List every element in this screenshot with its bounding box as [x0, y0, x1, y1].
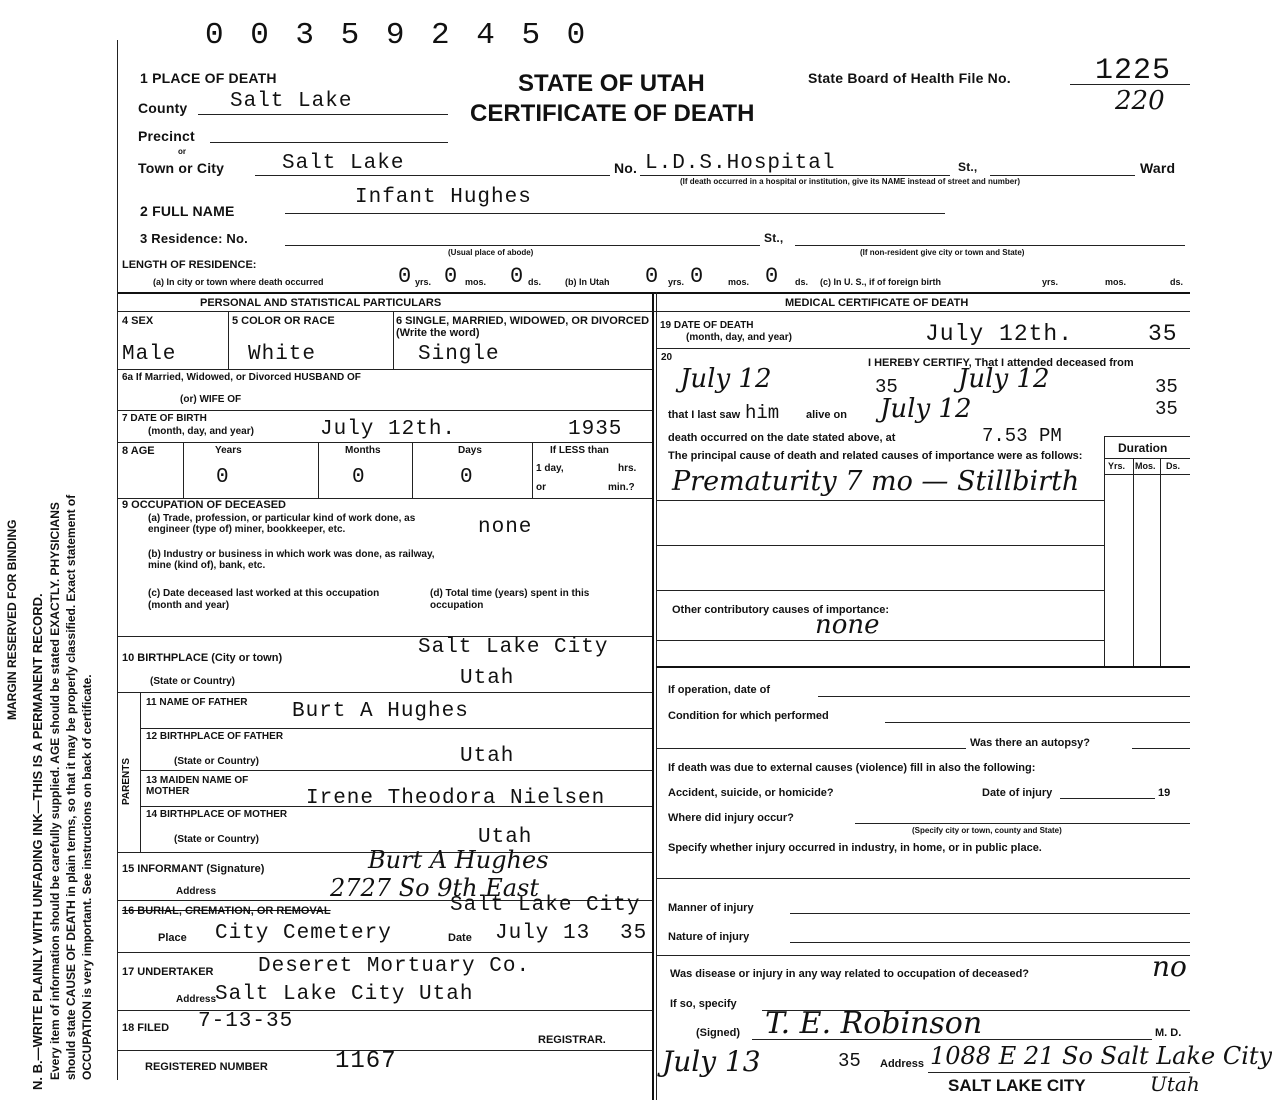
burial-place-value: City Cemetery	[215, 922, 392, 945]
grid-top	[118, 292, 1190, 294]
state-heading: STATE OF UTAH	[518, 70, 705, 97]
autopsy-label: Was there an autopsy?	[970, 737, 1091, 749]
duration-label: Duration	[1118, 441, 1168, 455]
med-row-1	[656, 348, 1190, 349]
residence-a-label: (a) In city or town where death occurred	[153, 277, 324, 287]
age-div-4	[532, 442, 533, 498]
informant-address-value: 2727 So 9th East	[330, 874, 540, 902]
father-birthplace-label: 12 BIRTHPLACE OF FATHER	[146, 731, 284, 742]
sex-label: 4 SEX	[122, 315, 154, 327]
undertaker-value: Deseret Mortuary Co.	[258, 955, 531, 978]
name-line	[285, 213, 945, 214]
duration-yrs: Yrs.	[1108, 461, 1126, 471]
manner-label: Manner of injury	[668, 902, 754, 914]
specify-line	[656, 878, 1190, 879]
full-name-label: 2 FULL NAME	[140, 203, 235, 219]
mos-label-c: mos.	[1105, 277, 1127, 287]
county-value: Salt Lake	[230, 90, 353, 113]
age-div-3	[412, 442, 413, 498]
mos-label-b: mos.	[728, 277, 750, 287]
injury-date-label: Date of injury	[982, 787, 1053, 799]
registrar-label: REGISTRAR.	[538, 1034, 606, 1046]
parents-label: PARENTS	[121, 757, 132, 805]
age-years-value: 0	[216, 466, 230, 489]
margin-instructions-2: should state CAUSE OF DEATH in plain terms, so that it may be properly classified. Exact statement of	[64, 494, 78, 1080]
specify-label: Specify whether injury occurred in industry, in home, or in public place.	[668, 842, 1042, 854]
heading-line	[118, 311, 1190, 312]
nature-label: Nature of injury	[668, 931, 750, 943]
burial-date-value: July 13	[495, 922, 591, 945]
duration-mos: Mos.	[1135, 461, 1156, 471]
yrs-label-c: yrs.	[1042, 277, 1059, 287]
file-no-line	[1070, 84, 1190, 85]
margin-reserved: MARGIN RESERVED FOR BINDING	[5, 519, 19, 720]
race-marital-divider	[393, 311, 394, 369]
yrs-label-b: yrs.	[668, 277, 685, 287]
med-address-value: 1088 E 21 So Salt Lake City	[930, 1042, 1272, 1070]
if-so-label: If so, specify	[670, 998, 737, 1010]
last-saw-year: 35	[1155, 398, 1178, 420]
age-days-value: 0	[460, 466, 474, 489]
sign-date: July 13	[662, 1045, 761, 1078]
birthplace-state-value: Utah	[460, 667, 515, 690]
duration-ds: Ds.	[1166, 461, 1181, 471]
age-years-label: Years	[215, 445, 242, 456]
medical-heading: MEDICAL CERTIFICATE OF DEATH	[785, 297, 969, 309]
sex-value: Male	[122, 343, 177, 366]
county-label: County	[138, 100, 188, 116]
residence-st-line	[795, 245, 1185, 246]
marital-value: Single	[418, 343, 500, 366]
informant-signature: Burt A Hughes	[368, 846, 549, 874]
contributory-label: Other contributory causes of importance:	[672, 604, 889, 616]
row-line-8	[140, 770, 652, 771]
registered-number-label: REGISTERED NUMBER	[145, 1061, 268, 1073]
one-day-label: 1 day,	[536, 463, 564, 474]
less-than-label: If LESS than	[550, 445, 609, 456]
margin-instructions-3: OCCUPATION is very important. See instructions on back of certificate.	[80, 674, 94, 1080]
residence-b-ds: 0	[765, 264, 780, 289]
filed-value: 7-13-35	[198, 1010, 294, 1033]
signed-line	[752, 1039, 1152, 1040]
dob-value: July 12th.	[320, 418, 457, 441]
cert-20-num: 20	[661, 352, 673, 363]
occupation-c-label: (c) Date deceased last worked at this occupation (month and year)	[148, 588, 380, 611]
residence-a-yrs: 0	[398, 264, 413, 289]
center-divider-2	[656, 292, 657, 1100]
manner-line	[790, 913, 1190, 914]
ds-label-b: ds.	[795, 277, 809, 287]
autopsy-line	[656, 748, 966, 749]
residence-b-mos: 0	[690, 264, 705, 289]
dod-value: July 12th.	[925, 321, 1074, 347]
last-saw-date: July 12	[880, 394, 972, 424]
external-label: If death was due to external causes (violence) fill in also the following:	[668, 762, 1036, 774]
age-div-1	[183, 442, 184, 498]
related-answer: no	[1152, 950, 1187, 983]
birthplace-city-value: Salt Lake City	[418, 636, 609, 659]
personal-heading: PERSONAL AND STATISTICAL PARTICULARS	[200, 297, 442, 309]
file-no-label: State Board of Health File No.	[808, 70, 1011, 86]
informant-label: 15 INFORMANT (Signature)	[122, 863, 265, 875]
operation-label: If operation, date of	[668, 684, 771, 696]
mos-label: mos.	[465, 277, 487, 287]
principal-cause-label: The principal cause of death and related causes of importance were as follows:	[668, 450, 1083, 462]
nonresident-note: (If non-resident give city or town and State)	[860, 248, 1025, 257]
length-residence-label: LENGTH OF RESIDENCE:	[122, 259, 257, 271]
occupation-a-label: (a) Trade, profession, or particular kind of work done, as engineer (type of) miner, bookkeeper, etc.	[148, 513, 416, 535]
med-address-label: Address	[880, 1058, 925, 1070]
duration-div-2	[1160, 458, 1161, 666]
ward-label: Ward	[1140, 160, 1176, 176]
attended-to-year: 35	[1155, 376, 1178, 398]
dob-year: 1935	[568, 418, 623, 441]
row-line-12	[118, 952, 652, 953]
occupation-d-label: (d) Total time (years) spent in this occupation	[430, 588, 590, 611]
accident-label: Accident, suicide, or homicide?	[668, 787, 834, 799]
father-birthplace-value: Utah	[460, 745, 515, 768]
county-line	[198, 114, 448, 115]
autopsy-answer-line	[1132, 748, 1190, 749]
precinct-line	[210, 142, 448, 143]
sex-race-divider	[228, 311, 229, 369]
cause-line-3	[656, 590, 1104, 591]
nature-bottom	[656, 955, 1190, 956]
burial-label: 16 BURIAL, CREMATION, OR REMOVAL	[122, 905, 331, 917]
city-note: Utah	[1150, 1072, 1200, 1096]
related-label: Was disease or injury in any way related to occupation of deceased?	[670, 968, 1030, 980]
dod-label: 19 DATE OF DEATH	[660, 320, 754, 331]
residence-line	[285, 245, 760, 246]
age-label: 8 AGE	[122, 445, 155, 457]
row-line-7	[140, 728, 652, 729]
precinct-label: Precinct	[138, 128, 195, 144]
father-label: 11 NAME OF FATHER	[146, 697, 248, 708]
time-of-death: 7.53 PM	[982, 425, 1062, 447]
or-min-label: or	[536, 482, 546, 493]
undertaker-address-value: Salt Lake City Utah	[215, 983, 474, 1006]
cause-section-bottom	[656, 666, 1190, 668]
hrs-label: hrs.	[618, 463, 637, 474]
row-line-2	[118, 410, 652, 411]
file-number: 1225	[1095, 54, 1172, 88]
place-of-death-label: 1 PLACE OF DEATH	[140, 70, 277, 86]
alive-on-label: alive on	[806, 409, 847, 421]
informant-address-label: Address	[176, 886, 217, 897]
principal-cause-value: Prematurity 7 mo — Stillbirth	[672, 466, 1080, 497]
duration-left	[1104, 436, 1105, 666]
town-line	[255, 175, 610, 176]
center-divider	[652, 292, 654, 1100]
st-line	[990, 175, 1135, 176]
certificate-title: CERTIFICATE OF DEATH	[470, 100, 755, 127]
last-saw-label: that I last saw	[668, 409, 741, 421]
no-label: No.	[614, 160, 638, 176]
ds-label-c: ds.	[1170, 277, 1184, 287]
usual-abode-note: (Usual place of abode)	[448, 248, 534, 257]
row-line-6	[118, 692, 652, 693]
occupation-b-label: (b) Industry or business in which work was done, as railway, mine (kind of), bank, etc.	[148, 549, 435, 571]
occupation-value: none	[478, 516, 533, 539]
attended-from-year: 35	[875, 376, 898, 398]
undertaker-label: 17 UNDERTAKER	[122, 966, 214, 978]
registered-number-value: 1167	[335, 1048, 397, 1075]
duration-div-1	[1133, 458, 1134, 666]
cause-line-4	[656, 640, 1104, 641]
dod-year: 35	[1148, 321, 1178, 347]
marital-label: 6 SINGLE, MARRIED, WIDOWED, OR DIVORCED (Write the word)	[396, 315, 650, 339]
file-sub-number: 220	[1115, 86, 1165, 116]
binding-margin-line	[117, 40, 118, 1080]
residence-label: 3 Residence: No.	[140, 231, 248, 246]
duration-header-line	[1104, 458, 1190, 459]
row-line-9	[140, 806, 652, 807]
condition-label: Condition for which performed	[668, 710, 829, 722]
certify-text: I HEREBY CERTIFY, That I attended deceased from	[868, 357, 1134, 369]
dob-label: 7 DATE OF BIRTH	[122, 413, 207, 424]
mother-state-label: (State or Country)	[174, 834, 259, 845]
race-value: White	[248, 343, 317, 366]
hospital-value: L.D.S.Hospital	[645, 152, 836, 175]
burial-date-label: Date	[448, 932, 472, 944]
residence-st-label: St.,	[764, 231, 784, 245]
birthplace-label: 10 BIRTHPLACE (City or town)	[122, 652, 283, 664]
nature-line	[790, 942, 1190, 943]
undertaker-address-label: Address	[176, 994, 217, 1005]
filed-label: 18 FILED	[122, 1022, 170, 1034]
operation-line	[818, 696, 1190, 697]
mother-birthplace-label: 14 BIRTHPLACE OF MOTHER	[146, 809, 288, 820]
mother-birthplace-value: Utah	[478, 826, 533, 849]
md-label: M. D.	[1155, 1027, 1182, 1039]
margin-binding-note: N. B.—WRITE PLAINLY WITH UNFADING INK—THIS IS A PERMANENT RECORD.	[30, 593, 45, 1090]
race-label: 5 COLOR OR RACE	[232, 315, 335, 327]
full-name-value: Infant Hughes	[355, 186, 532, 209]
dob-sub: (month, day, and year)	[148, 426, 254, 437]
occupation-label: 9 OCCUPATION OF DECEASED	[122, 499, 286, 511]
occurred-label: death occurred on the date stated above, at	[668, 432, 896, 444]
burial-year-value: 35	[620, 922, 648, 945]
cause-line-2	[656, 545, 1104, 546]
no-line	[640, 175, 950, 176]
certificate-serial: 0 0 3 5 9 2 4 5 0	[205, 18, 590, 53]
attended-to: July 12	[958, 364, 1050, 394]
age-months-label: Months	[345, 445, 381, 456]
city-stamp: SALT LAKE CITY	[948, 1076, 1086, 1095]
st-label: St.,	[958, 160, 978, 174]
injury-year-label: 19	[1158, 787, 1171, 799]
mother-value: Irene Theodora Nielsen	[306, 787, 606, 810]
mother-label: 13 MAIDEN NAME OF MOTHER	[146, 775, 249, 797]
physician-signature: T. E. Robinson	[765, 1006, 983, 1041]
where-line	[855, 823, 1190, 824]
where-label: Where did injury occur?	[668, 812, 794, 824]
burial-city-value: Salt Lake City	[450, 894, 641, 917]
residence-a-ds: 0	[510, 264, 525, 289]
age-div-2	[318, 442, 319, 498]
yrs-label: yrs.	[415, 277, 432, 287]
father-value: Burt A Hughes	[292, 700, 469, 723]
sign-year: 35	[838, 1050, 861, 1072]
residence-a-mos: 0	[444, 264, 459, 289]
hospital-note: (If death occurred in a hospital or institution, give its NAME instead of street and number)	[680, 177, 1021, 186]
row-line-3	[118, 442, 652, 443]
spouse-label: 6a If Married, Widowed, or Divorced HUSBAND OF	[122, 372, 361, 383]
spouse-label-2: (or) WIFE OF	[180, 394, 242, 405]
residence-b-label: (b) In Utah	[565, 277, 610, 287]
residence-b-yrs: 0	[645, 264, 660, 289]
attended-from: July 12	[680, 364, 772, 394]
town-value: Salt Lake	[282, 152, 405, 175]
row-line-1	[118, 369, 652, 370]
him-value: him	[745, 402, 780, 424]
parents-divider	[140, 692, 141, 852]
age-days-label: Days	[458, 445, 482, 456]
injury-date-line	[1060, 798, 1155, 799]
dod-sub: (month, day, and year)	[686, 332, 792, 343]
town-label: Town or City	[138, 160, 225, 176]
duration-sub-line	[1104, 474, 1190, 475]
duration-top	[1104, 436, 1190, 437]
margin-instructions-1: Every item of information should be carefully supplied. AGE should be stated EXACTLY. PHYSICIANS	[48, 502, 62, 1080]
burial-place-label: Place	[158, 932, 187, 944]
residence-c-label: (c) In U. S., if of foreign birth	[820, 277, 941, 287]
condition-line	[885, 722, 1190, 723]
father-state-label: (State or Country)	[174, 756, 259, 767]
where-note: (Specify city or town, county and State)	[912, 826, 1062, 835]
signed-label: (Signed)	[696, 1027, 740, 1039]
contributory-value: none	[815, 610, 880, 640]
or-label: or	[178, 147, 186, 156]
cause-line-1	[656, 500, 1104, 501]
ds-label: ds.	[528, 277, 542, 287]
min-label: min.?	[608, 482, 635, 493]
age-months-value: 0	[352, 466, 366, 489]
birthplace-state-label: (State or Country)	[150, 676, 235, 687]
